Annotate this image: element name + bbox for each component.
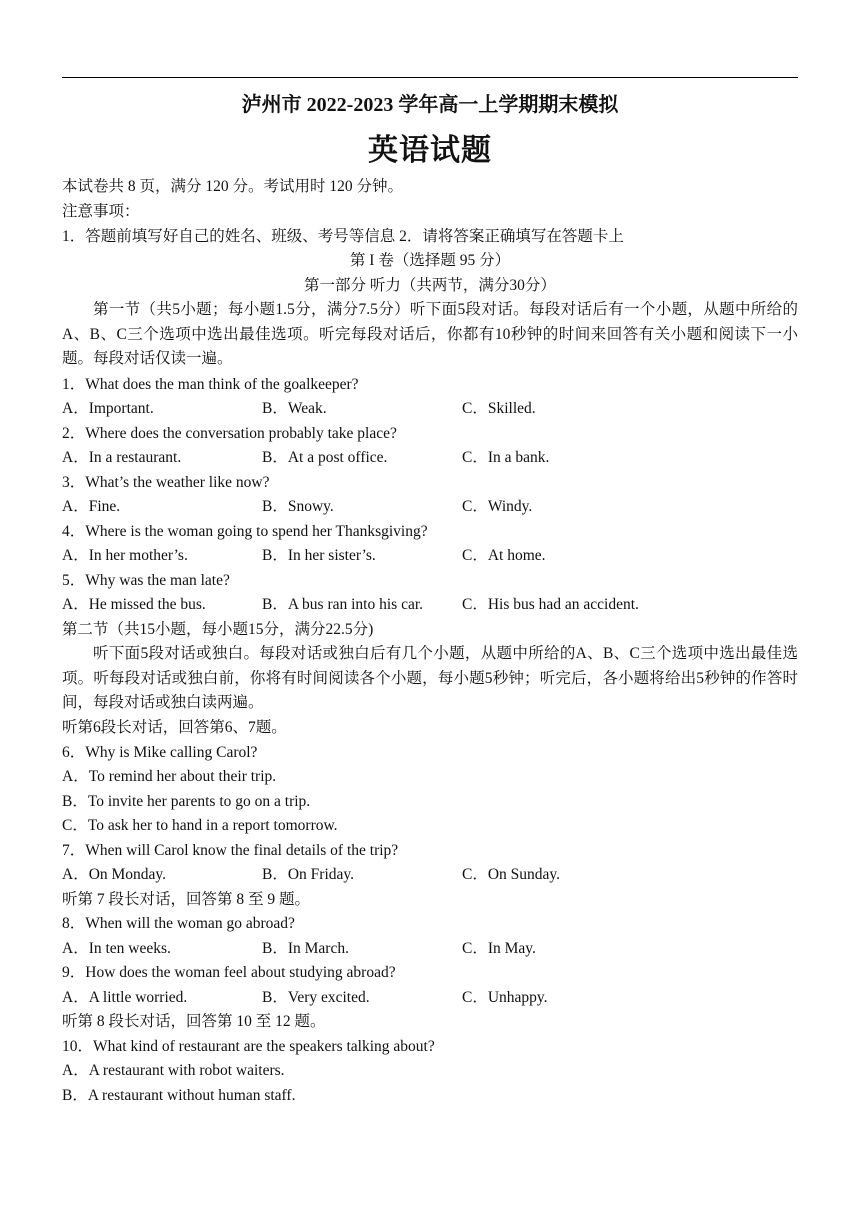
- option-c: C．Unhappy.: [462, 989, 548, 1006]
- question-stem: 1．What does the man think of the goalkeeper?: [62, 376, 359, 393]
- option-b: B．To invite her parents to go on a trip.: [62, 793, 311, 810]
- option-b: B．In March.: [262, 940, 349, 957]
- option-b: B．On Friday.: [262, 866, 354, 883]
- dialog-instruction: 听第6段长对话，回答第6、7题。: [62, 719, 287, 736]
- option-c: C．In May.: [462, 940, 536, 957]
- option-a: A．To remind her about their trip.: [62, 768, 277, 785]
- volume-heading: 第 I 卷（选择题 95 分）: [349, 252, 511, 269]
- option-a: A．In a restaurant.: [62, 449, 182, 466]
- option-c: C．To ask her to hand in a report tomorrow.: [62, 817, 338, 834]
- option-c: C．Skilled.: [462, 400, 536, 417]
- section2-instructions: 听下面5段对话或独白。每段对话或独白后有几个小题，从题中所给的A、B、C三个选项中选出最佳选项。听每段对话或独白前，你将有时间阅读各个小题，每小题5秒钟；听完后，各小题将给出5秒钟的作答时间，每段对话或独白读两遍。: [62, 645, 798, 712]
- question-stem: 9．How does the woman feel about studying abroad?: [62, 964, 396, 981]
- question-stem: 7．When will Carol know the final details of the trip?: [62, 842, 399, 859]
- option-b: B．Very excited.: [262, 989, 370, 1006]
- notice-item: 1．答题前填写好自己的姓名、班级、考号等信息 2．请将答案正确填写在答题卡上: [62, 228, 624, 245]
- question-stem: 3．What’s the weather like now?: [62, 474, 270, 491]
- option-a: A．In her mother’s.: [62, 547, 188, 564]
- option-a: A．Important.: [62, 400, 154, 417]
- option-c: C．On Sunday.: [462, 866, 561, 883]
- option-c: C．At home.: [462, 547, 546, 564]
- option-a: A．On Monday.: [62, 866, 167, 883]
- option-b: B．In her sister’s.: [262, 547, 376, 564]
- option-b: B．A restaurant without human staff.: [62, 1087, 296, 1104]
- exam-title: 泸州市 2022-2023 学年高一上学期期末模拟: [241, 94, 619, 116]
- dialog-instruction: 听第 8 段长对话，回答第 10 至 12 题。: [62, 1013, 326, 1030]
- part-heading: 第一部分 听力（共两节，满分30分）: [304, 277, 556, 294]
- option-c: C．In a bank.: [462, 449, 550, 466]
- option-c: C．Windy.: [462, 498, 533, 515]
- section2-heading: 第二节（共15小题，每小题15分，满分22.5分): [62, 621, 374, 638]
- exam-info: 本试卷共 8 页，满分 120 分。考试用时 120 分钟。: [62, 178, 404, 195]
- question-stem: 6．Why is Mike calling Carol?: [62, 744, 258, 761]
- question-stem: 4．Where is the woman going to spend her Thanksgiving?: [62, 523, 428, 540]
- option-c: C．His bus had an accident.: [462, 596, 639, 613]
- question-stem: 10．What kind of restaurant are the speakers talking about?: [62, 1038, 435, 1055]
- question-stem: 8．When will the woman go abroad?: [62, 915, 295, 932]
- notice-label: 注意事项：: [62, 203, 140, 220]
- option-a: A．A little worried.: [62, 989, 188, 1006]
- option-a: A．In ten weeks.: [62, 940, 171, 957]
- dialog-instruction: 听第 7 段长对话，回答第 8 至 9 题。: [62, 891, 311, 908]
- option-a: A．He missed the bus.: [62, 596, 206, 613]
- question-stem: 5．Why was the man late?: [62, 572, 230, 589]
- option-b: B．At a post office.: [262, 449, 388, 466]
- option-b: B．Snowy.: [262, 498, 334, 515]
- option-a: A．A restaurant with robot waiters.: [62, 1062, 285, 1079]
- option-a: A．Fine.: [62, 498, 121, 515]
- section1-instructions: 第一节（共5小题；每小题1.5分，满分7.5分）听下面5段对话。每段对话后有一个小题，从题中所给的A、B、C三个选项中选出最佳选项。听完每段对话后，你都有10秒钟的时间来回答有关小题和阅读下一小题。每段对话仅读一遍。: [62, 301, 798, 368]
- question-stem: 2．Where does the conversation probably take place?: [62, 425, 397, 442]
- subject-title: 英语试题: [368, 134, 492, 167]
- top-rule: [62, 77, 798, 78]
- option-b: B．A bus ran into his car.: [262, 596, 424, 613]
- option-b: B．Weak.: [262, 400, 327, 417]
